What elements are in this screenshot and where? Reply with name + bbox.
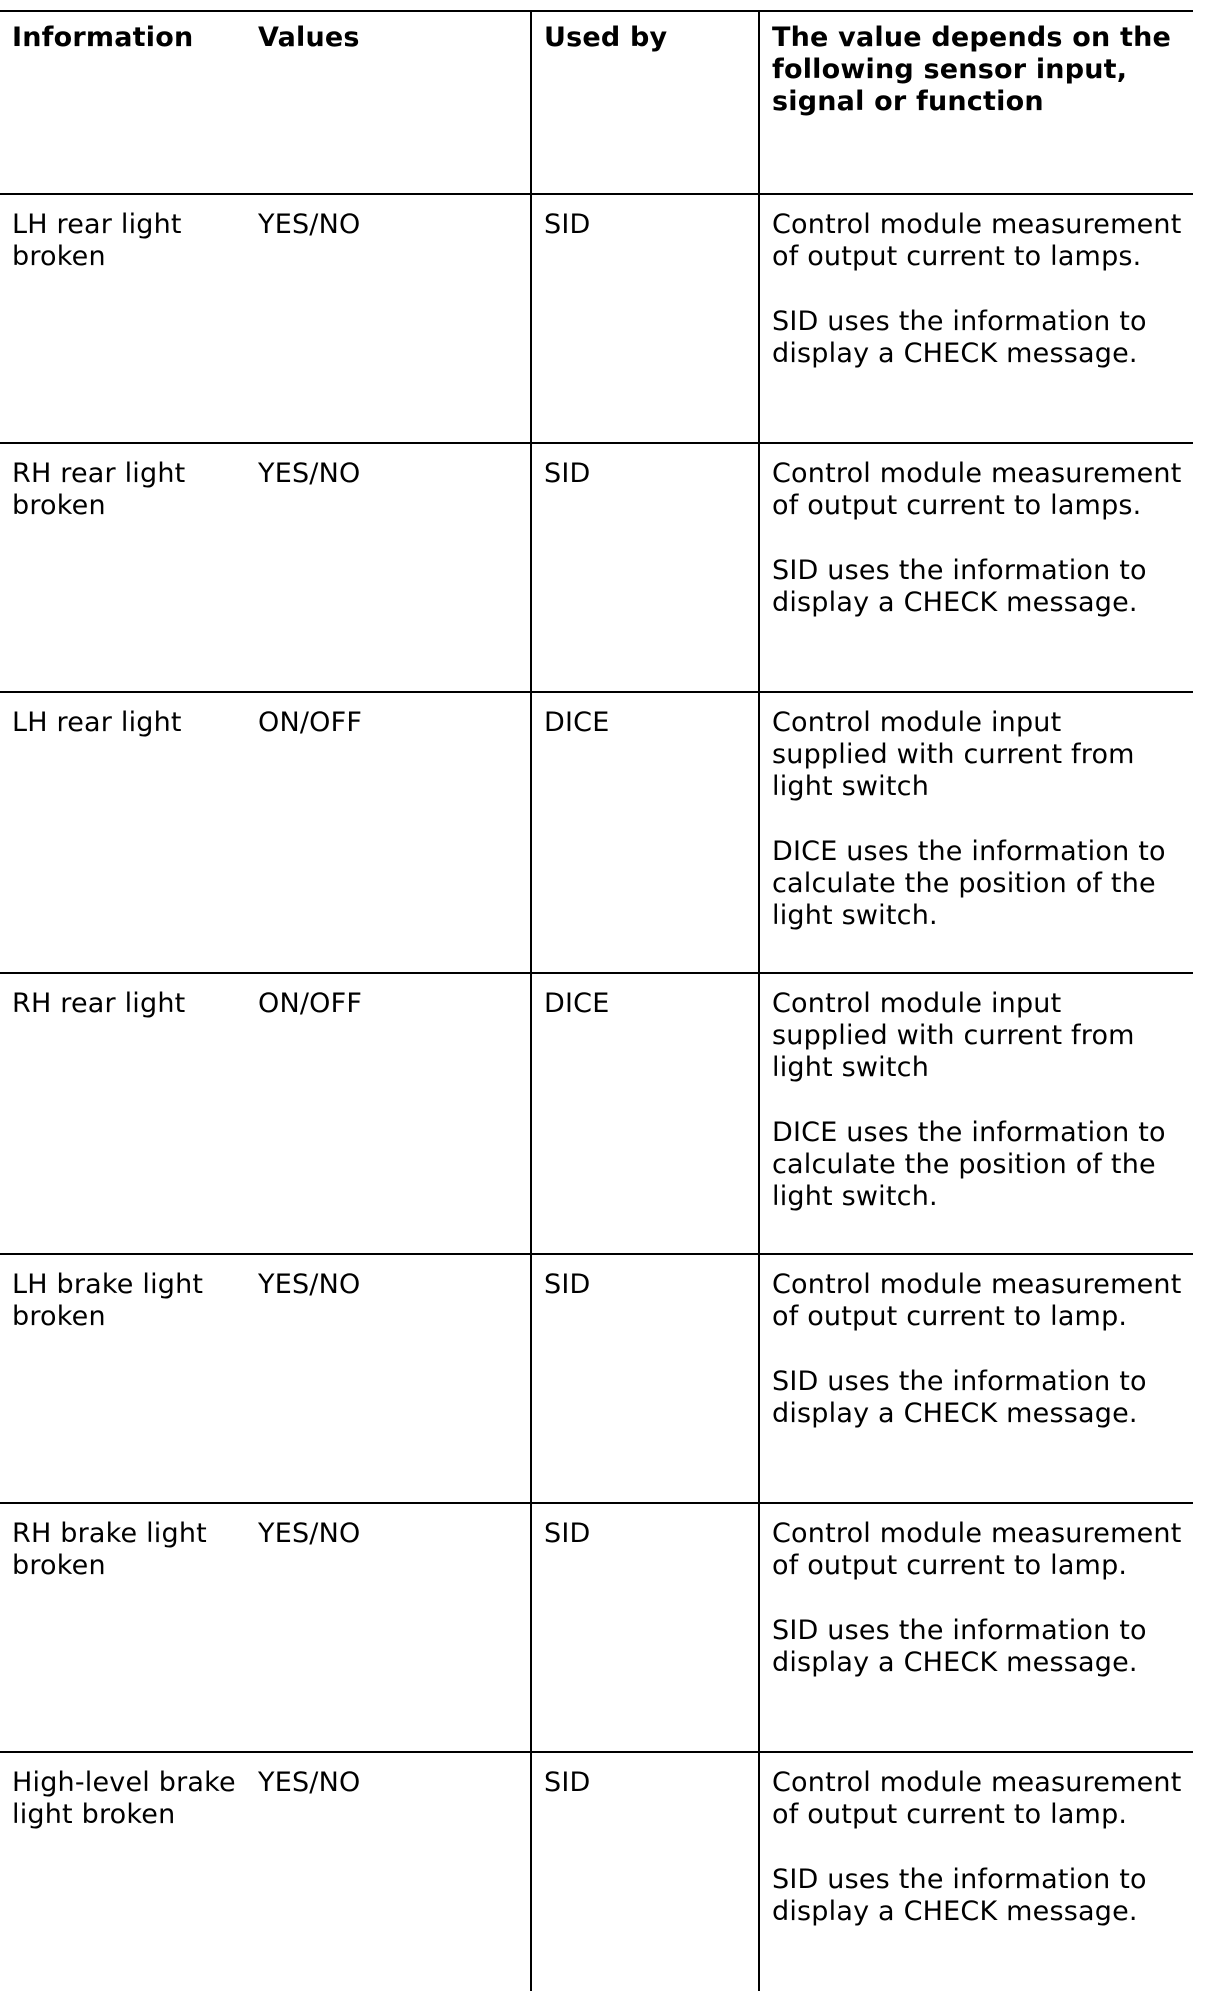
cell-values: ON/OFF	[258, 988, 363, 1019]
table-row	[0, 692, 1193, 973]
cell-values: YES/NO	[258, 1269, 361, 1300]
signal-information-table	[0, 10, 1193, 1991]
cell-values: YES/NO	[258, 1518, 361, 1549]
cell-depends-on	[759, 443, 1193, 692]
depends-paragraph: Control module measurement of output current to lamps.	[772, 209, 1182, 272]
depends-paragraph: Control module measurement of output current to lamp.	[772, 1269, 1182, 1332]
cell-depends-on	[759, 973, 1193, 1254]
cell-depends-on	[759, 1503, 1193, 1752]
depends-paragraph: DICE uses the information to calculate the position of the light switch.	[772, 1117, 1166, 1212]
depends-paragraph: Control module measurement of output current to lamp.	[772, 1518, 1182, 1581]
cell-depends-on	[759, 194, 1193, 443]
header-row	[0, 11, 1193, 194]
cell-information: LH rear light	[12, 707, 182, 738]
depends-paragraph: SID uses the information to display a CHECK message.	[772, 1864, 1147, 1927]
cell-values: YES/NO	[258, 458, 361, 489]
cell-used-by: SID	[531, 1254, 759, 1503]
cell-information: RH rear light broken	[12, 458, 186, 521]
cell-information: High-level brake light broken	[12, 1767, 236, 1830]
cell-used-by: DICE	[531, 692, 759, 973]
table-header	[0, 11, 1193, 194]
table-row	[0, 443, 1193, 692]
cell-used-by: DICE	[531, 973, 759, 1254]
depends-paragraph: Control module measurement of output current to lamp.	[772, 1767, 1182, 1830]
header-values: Values	[258, 22, 360, 53]
depends-paragraph: Control module input supplied with current from light switch	[772, 707, 1135, 802]
cell-values: YES/NO	[258, 209, 361, 240]
header-used-by: Used by	[531, 11, 759, 194]
cell-depends-on	[759, 1254, 1193, 1503]
header-depends-on: The value depends on the following sensor input, signal or function	[759, 11, 1193, 194]
header-information: Information	[12, 22, 194, 53]
cell-used-by: SID	[531, 443, 759, 692]
table-row	[0, 1752, 1193, 1991]
cell-used-by: SID	[531, 1503, 759, 1752]
table-row	[0, 973, 1193, 1254]
depends-paragraph: DICE uses the information to calculate the position of the light switch.	[772, 836, 1166, 931]
depends-paragraph: SID uses the information to display a CHECK message.	[772, 306, 1147, 369]
depends-paragraph: SID uses the information to display a CHECK message.	[772, 555, 1147, 618]
cell-values: YES/NO	[258, 1767, 361, 1798]
cell-depends-on	[759, 692, 1193, 973]
depends-paragraph: Control module measurement of output current to lamps.	[772, 458, 1182, 521]
depends-paragraph: Control module input supplied with current from light switch	[772, 988, 1135, 1083]
depends-paragraph: SID uses the information to display a CHECK message.	[772, 1615, 1147, 1678]
table-body	[0, 194, 1193, 1991]
depends-paragraph: SID uses the information to display a CHECK message.	[772, 1366, 1147, 1429]
cell-used-by: SID	[531, 1752, 759, 1991]
cell-values: ON/OFF	[258, 707, 363, 738]
cell-depends-on	[759, 1752, 1193, 1991]
table-row	[0, 194, 1193, 443]
cell-information: RH brake light broken	[12, 1518, 207, 1581]
table-row	[0, 1503, 1193, 1752]
cell-information: LH rear light broken	[12, 209, 182, 272]
cell-information: LH brake light broken	[12, 1269, 204, 1332]
cell-information: RH rear light	[12, 988, 186, 1019]
table-row	[0, 1254, 1193, 1503]
cell-used-by: SID	[531, 194, 759, 443]
